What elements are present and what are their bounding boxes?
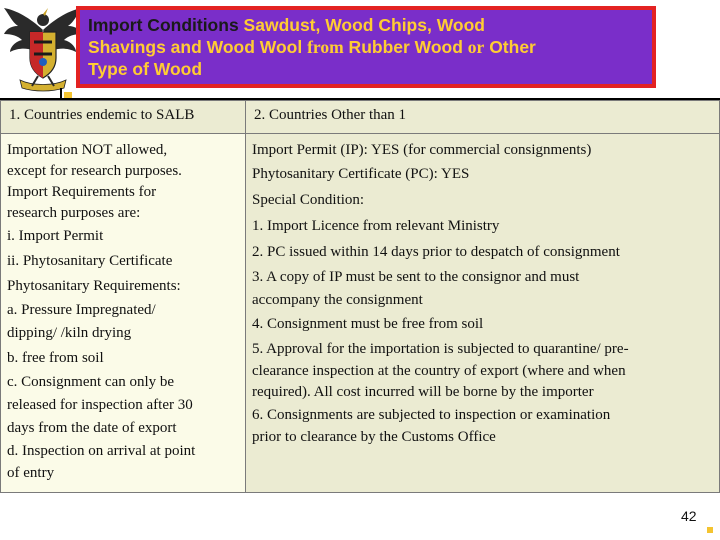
header-cell-salb: [1, 101, 246, 134]
list-item: a. Pressure Impregnated/: [7, 302, 156, 318]
list-item: Import Requirements for: [7, 184, 157, 200]
title-part5: Rubber Wood: [343, 37, 468, 57]
list-item: accompany the consignment: [252, 292, 423, 308]
title-part8: Type of Wood: [88, 59, 203, 79]
list-item: Import Permit (IP): YES (for commercial consignments): [252, 142, 592, 158]
coat-of-arms-icon: [2, 0, 84, 92]
list-item: Phytosanitary Requirements:: [7, 278, 181, 294]
list-item: research purposes are:: [7, 205, 141, 221]
other-countries-conditions-cell: [246, 134, 720, 493]
header-label-salb: 1. Countries endemic to SALB: [9, 107, 195, 123]
title-part3: Shavings and Wood Wool: [88, 37, 308, 57]
list-item: required). All cost incurred will be borne by the importer: [252, 384, 594, 400]
list-item: 2. PC issued within 14 days prior to despatch of consignment: [252, 244, 620, 260]
salb-conditions-list: [1, 134, 245, 487]
title-part1: Import Conditions: [88, 15, 239, 35]
list-item: 1. Import Licence from relevant Ministry: [252, 218, 500, 234]
list-item: 4. Consignment must be free from soil: [252, 316, 484, 332]
list-item: Phytosanitary Certificate (PC): YES: [252, 166, 470, 182]
list-item: 5. Approval for the importation is subjected to quarantine/ pre-: [252, 341, 629, 357]
header-cell-other: [246, 101, 720, 134]
header-label-other: 2. Countries Other than 1: [254, 107, 407, 123]
table-body-row: [1, 134, 720, 493]
title-part2: Sawdust, Wood Chips, Wood: [238, 15, 485, 35]
list-item: of entry: [7, 465, 55, 481]
title-part7: Other: [484, 37, 536, 57]
list-item: days from the date of export: [7, 420, 177, 436]
table-header-row: [1, 101, 720, 134]
list-item: prior to clearance by the Customs Office: [252, 429, 496, 445]
list-item: d. Inspection on arrival at point: [7, 443, 196, 459]
list-item: 3. A copy of IP must be sent to the consignor and must: [252, 269, 580, 285]
accent-square-bottom: [707, 527, 713, 533]
list-item: dipping/ /kiln drying: [7, 325, 132, 341]
title-part6: or: [467, 37, 485, 57]
page-number: 42: [681, 508, 697, 524]
other-conditions-list: [246, 134, 719, 452]
title-part4: from: [307, 37, 344, 57]
import-conditions-table: [0, 100, 720, 493]
list-item: Special Condition:: [252, 192, 365, 208]
slide-title: [76, 6, 656, 88]
list-item: Importation NOT allowed,: [7, 142, 168, 158]
list-item: released for inspection after 30: [7, 397, 193, 413]
list-item: clearance inspection at the country of export (where and when: [252, 363, 626, 379]
list-item: c. Consignment can only be: [7, 374, 175, 390]
list-item: ii. Phytosanitary Certificate: [7, 253, 173, 269]
list-item: except for research purposes.: [7, 163, 182, 179]
list-item: b. free from soil: [7, 350, 104, 366]
salb-conditions-cell: [1, 134, 246, 493]
list-item: i. Import Permit: [7, 228, 104, 244]
list-item: 6. Consignments are subjected to inspection or examination: [252, 407, 611, 423]
